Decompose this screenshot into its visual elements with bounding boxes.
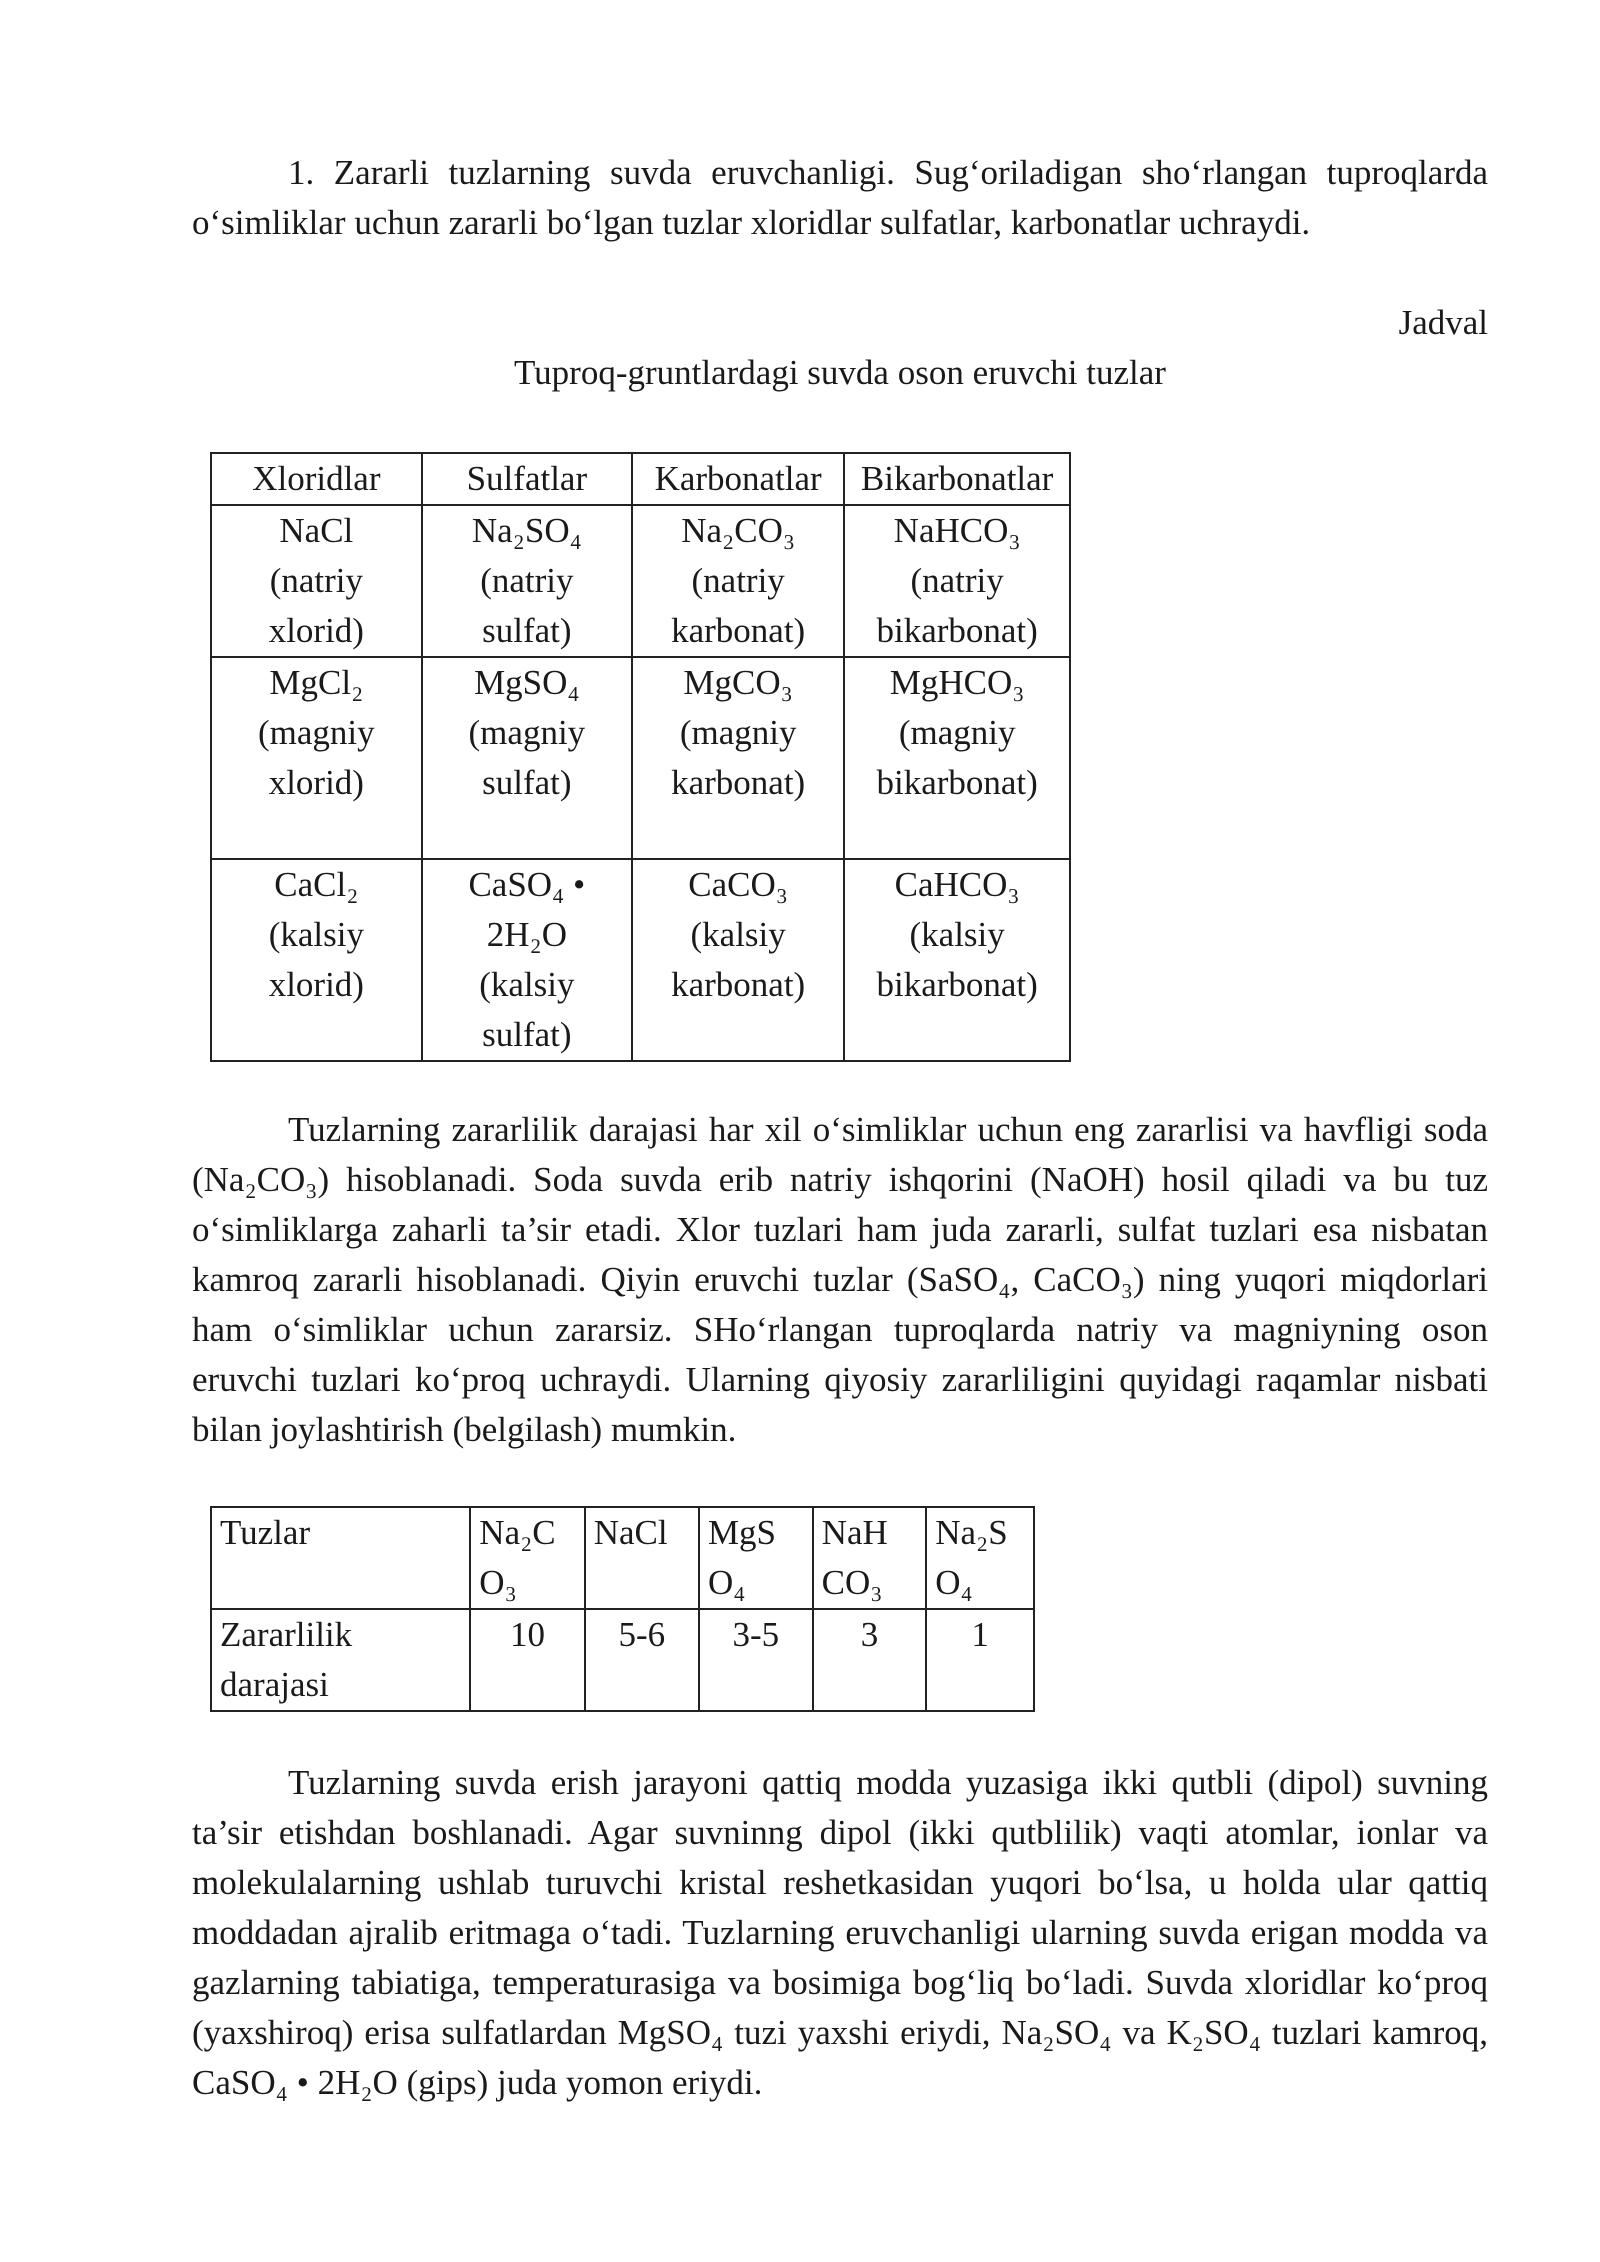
table-row	[211, 505, 1070, 657]
table-cell: MgCO₃ (magniy karbonat)	[632, 657, 844, 859]
table-cell: NaH CO₃	[813, 1507, 927, 1609]
salts-table	[210, 452, 1071, 1062]
table-row	[211, 1609, 1034, 1711]
table-cell: NaCl (natriy xlorid)	[211, 505, 422, 657]
table-cell: NaHCO₃ (natriy bikarbonat)	[844, 505, 1070, 657]
header-sulfates: Sulfatlar	[422, 453, 632, 505]
table-cell: MgCl₂ (magniy xlorid)	[211, 657, 422, 859]
table-cell: CaCO₃ (kalsiy karbonat)	[632, 859, 844, 1061]
table-cell: MgS O₄	[699, 1507, 813, 1609]
paragraph-dissolution: Tuzlarning suvda erish jarayoni qattiq modda yuzasiga ikki qutbli (dipol) suvning ta’sir etishdan boshlanadi. Agar suvninng dipol (ikki qutblilik) vaqti atomlar, ionlar va molekulalarning ushlab turuvchi kristal reshetkasidan yuqori bo‘lsa, u holda ular qattiq moddadan ajralib eritmaga o‘tadi. Tuzlarning eruvchanligi ularning suvda erigan modda va gazlarning tabiatiga, temperaturasiga va bosimiga bog‘liq bo‘ladi. Suvda xloridlar ko‘proq (yaxshiroq) erisa sulfatlardan MgSO₄ tuzi yaxshi eriydi, Na₂SO₄ va K₂SO₄ tuzlari kamroq, CaSO₄ • 2H₂O (gips) juda yomon eriydi.	[192, 1763, 1488, 2102]
document-page	[192, 148, 1489, 2102]
table-cell: MgSO₄ (magniy sulfat)	[422, 657, 632, 859]
table-cell: Na₂C O₃	[470, 1507, 584, 1609]
table-cell: 5-6	[585, 1609, 699, 1711]
table-cell: 3-5	[699, 1609, 813, 1711]
table-cell: Na₂CO₃ (natriy karbonat)	[632, 505, 844, 657]
paragraph-harmfulness: Tuzlarning zararlilik darajasi har xil o‘simliklar uchun eng zararlisi va havfligi soda (Na₂CO₃) hisoblanadi. Soda suvda erib natriy ishqorini (NaOH) hosil qiladi va bu tuz o‘simliklarga zaharli ta’sir etadi. Xlor tuzlari ham juda zararli, sulfat tuzlari esa nisbatan kamroq zararli hisoblanadi. Qiyin eruvchi tuzlar (SaSO₄, CaCO₃) ning yuqori miqdorlari ham o‘simliklar uchun zararsiz. SHo‘rlangan tuproqlarda natriy va magniyning oson eruvchi tuzlari ko‘proq uchraydi. Ularning qiyosiy zararliligini quyidagi raqamlar nisbati bilan joylashtirish (belgilash) mumkin.	[192, 1110, 1488, 1449]
table-cell: CaCl₂ (kalsiy xlorid)	[211, 859, 422, 1061]
table-cell: NaCl	[585, 1507, 699, 1609]
table-row	[211, 1507, 1034, 1609]
row-label-harmfulness: Zararlilik darajasi	[211, 1609, 470, 1711]
header-chlorides: Xloridlar	[211, 453, 422, 505]
list-number: 1.	[288, 153, 315, 192]
table-row	[211, 657, 1070, 859]
table-cell: Na₂S O₄	[926, 1507, 1034, 1609]
harmfulness-table	[210, 1506, 1035, 1712]
table-label: Jadval	[1398, 303, 1488, 342]
table-header-row	[211, 453, 1070, 505]
row-label-salts: Tuzlar	[211, 1507, 470, 1609]
table-row	[211, 859, 1070, 1061]
header-bicarbonates: Bikarbonatlar	[844, 453, 1070, 505]
table-cell: Na₂SO₄ (natriy sulfat)	[422, 505, 632, 657]
table-title: Tuproq-gruntlardagi suvda oson eruvchi tuzlar	[514, 353, 1166, 392]
table-cell: 3	[813, 1609, 927, 1711]
table-cell: 10	[470, 1609, 584, 1711]
table-cell: CaHCO₃ (kalsiy bikarbonat)	[844, 859, 1070, 1061]
header-carbonates: Karbonatlar	[632, 453, 844, 505]
intro-text: Zararli tuzlarning suvda eruvchanligi. Sug‘oriladigan sho‘rlangan tuproqlarda o‘simliklar uchun zararli bo‘lgan tuzlar xloridlar sulfatlar, karbonatlar uchraydi.	[192, 153, 1489, 242]
table-cell: 1	[926, 1609, 1034, 1711]
table-cell: CaSO₄ • 2H₂O (kalsiy sulfat)	[422, 859, 632, 1061]
table-cell: MgHCO₃ (magniy bikarbonat)	[844, 657, 1070, 859]
intro-paragraph	[192, 148, 1488, 298]
